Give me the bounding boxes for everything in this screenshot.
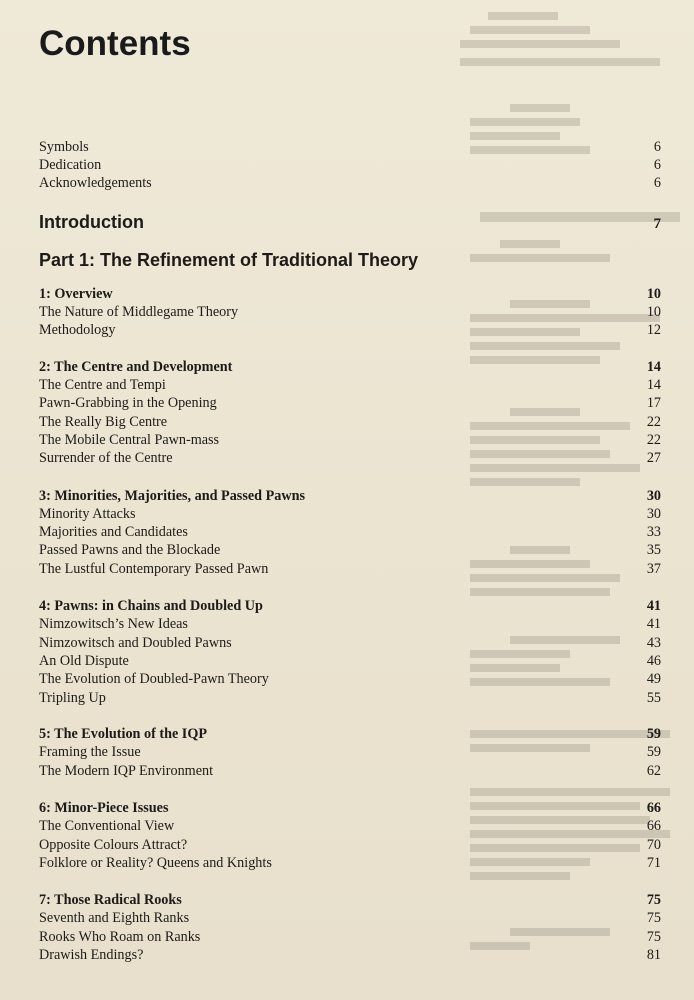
toc-entry-page: 6: [653, 157, 661, 173]
toc-entry[interactable]: [39, 670, 661, 688]
chapter-heading-3[interactable]: [39, 487, 661, 505]
toc-entry-label: Nimzowitsch and Doubled Pawns: [39, 635, 232, 651]
toc-entry-label: Seventh and Eighth Ranks: [39, 910, 190, 926]
toc-entry-introduction[interactable]: [39, 211, 661, 233]
toc-entry-page: 75: [646, 910, 661, 926]
toc-entry[interactable]: [39, 909, 661, 927]
toc-entry-label: The Nature of Middlegame Theory: [39, 304, 239, 320]
toc-entry-label: Dedication: [39, 157, 102, 173]
part-heading: [39, 249, 661, 271]
toc-entry-page: 49: [646, 671, 661, 687]
toc-entry-label: The Modern IQP Environment: [39, 763, 214, 779]
toc-entry-page: 71: [646, 855, 661, 871]
toc-entry-page: 14: [646, 377, 661, 393]
chapter-title: 3: Minorities, Majorities, and Passed Pawns: [39, 488, 305, 504]
chapter-title: 2: The Centre and Development: [39, 359, 233, 375]
toc-entry[interactable]: [39, 652, 661, 670]
toc-entry-page: 41: [646, 616, 661, 632]
toc-entry[interactable]: [39, 817, 661, 835]
toc-entry-label: Introduction: [39, 212, 144, 232]
toc-entry-page: 17: [646, 395, 661, 411]
toc-entry[interactable]: [39, 376, 661, 394]
toc-entry-page: 6: [653, 175, 661, 191]
toc-entry[interactable]: [39, 394, 661, 412]
toc-entry-label: Opposite Colours Attract?: [39, 837, 188, 853]
toc-entry-dedication[interactable]: [39, 156, 661, 174]
toc-entry-label: Surrender of the Centre: [39, 450, 173, 466]
toc-entry-page: 12: [646, 322, 661, 338]
toc-entry-label: The Conventional View: [39, 818, 175, 834]
toc-entry[interactable]: [39, 689, 661, 707]
toc-entry-label: The Lustful Contemporary Passed Pawn: [39, 561, 269, 577]
toc-entry-page: 46: [646, 653, 661, 669]
toc-entry-page: 10: [646, 304, 661, 320]
toc-entry-label: An Old Dispute: [39, 653, 129, 669]
toc-entry-page: 35: [646, 542, 661, 558]
toc-entry-acknowledgements[interactable]: [39, 174, 661, 192]
toc-entry[interactable]: [39, 321, 661, 339]
toc-entry-label: The Mobile Central Pawn-mass: [39, 432, 220, 448]
chapter-page: 14: [646, 359, 661, 375]
toc-entry-label: The Evolution of Doubled-Pawn Theory: [39, 671, 269, 687]
chapter-title: 6: Minor-Piece Issues: [39, 800, 169, 816]
toc-entry-page: 33: [646, 524, 661, 540]
toc-entry[interactable]: [39, 303, 661, 321]
chapter-page: 30: [646, 488, 661, 504]
toc-entry-label: Rooks Who Roam on Ranks: [39, 929, 201, 945]
part-heading-label: Part 1: The Refinement of Traditional Theory: [39, 250, 419, 270]
toc-entry-page: 27: [646, 450, 661, 466]
chapter-heading-2[interactable]: [39, 358, 661, 376]
chapter-page: 59: [646, 726, 661, 742]
toc-entry-label: Pawn-Grabbing in the Opening: [39, 395, 217, 411]
toc-entry-page: 62: [646, 763, 661, 779]
chapter-heading-4[interactable]: [39, 597, 661, 615]
chapter-title: 4: Pawns: in Chains and Doubled Up: [39, 598, 263, 614]
toc-entry[interactable]: [39, 762, 661, 780]
toc-entry-label: Drawish Endings?: [39, 947, 144, 963]
toc-entry[interactable]: [39, 743, 661, 761]
toc-entry[interactable]: [39, 928, 661, 946]
chapter-page: 75: [646, 892, 661, 908]
toc-entry[interactable]: [39, 615, 661, 633]
toc-entry-page: 59: [646, 744, 661, 760]
toc-entry[interactable]: [39, 413, 661, 431]
toc-entry-page: 70: [646, 837, 661, 853]
toc-entry-label: Majorities and Candidates: [39, 524, 188, 540]
chapter-page: 10: [646, 286, 661, 302]
chapter-title: 5: The Evolution of the IQP: [39, 726, 208, 742]
toc-entry-page: 22: [646, 414, 661, 430]
toc-entry[interactable]: [39, 431, 661, 449]
toc-entry[interactable]: [39, 505, 661, 523]
chapter-heading-7[interactable]: [39, 891, 661, 909]
toc-entry-page: 55: [646, 690, 661, 706]
toc-entry-page: 81: [646, 947, 661, 963]
toc-entry-label: Symbols: [39, 139, 89, 155]
toc-entry-page: 66: [646, 818, 661, 834]
toc-entry-page: 22: [646, 432, 661, 448]
toc-entry-label: Framing the Issue: [39, 744, 141, 760]
toc-entry-label: Minority Attacks: [39, 506, 136, 522]
chapter-heading-6[interactable]: [39, 799, 661, 817]
toc-entry-label: Passed Pawns and the Blockade: [39, 542, 221, 558]
toc-entry-label: Methodology: [39, 322, 116, 338]
toc-entry-page: 37: [646, 561, 661, 577]
toc-entry[interactable]: [39, 836, 661, 854]
toc-entry[interactable]: [39, 854, 661, 872]
toc-entry-label: Nimzowitsch’s New Ideas: [39, 616, 188, 632]
toc-entry-label: The Centre and Tempi: [39, 377, 166, 393]
toc-entry-label: The Really Big Centre: [39, 414, 168, 430]
toc-entry-page: 6: [653, 139, 661, 155]
toc-entry-page: 7: [653, 216, 661, 232]
toc-entry-page: 43: [646, 635, 661, 651]
chapter-page: 41: [646, 598, 661, 614]
chapter-page: 66: [646, 800, 661, 816]
toc-entry-page: 30: [646, 506, 661, 522]
chapter-heading-1[interactable]: [39, 285, 661, 303]
toc-entry-label: Tripling Up: [39, 690, 106, 706]
chapter-title: 7: Those Radical Rooks: [39, 892, 182, 908]
chapter-heading-5[interactable]: [39, 725, 661, 743]
toc-entry[interactable]: [39, 560, 661, 578]
toc-entry[interactable]: [39, 523, 661, 541]
toc-entry[interactable]: [39, 634, 661, 652]
toc-entry-label: Folklore or Reality? Queens and Knights: [39, 855, 272, 871]
page-title: Contents: [39, 24, 191, 63]
toc-entry-symbols[interactable]: [39, 138, 661, 156]
toc-entry[interactable]: [39, 541, 661, 559]
toc-entry-page: 75: [646, 929, 661, 945]
toc-entry[interactable]: [39, 449, 661, 467]
toc-entry-label: Acknowledgements: [39, 175, 152, 191]
chapter-title: 1: Overview: [39, 286, 113, 302]
toc-entry[interactable]: [39, 946, 661, 964]
